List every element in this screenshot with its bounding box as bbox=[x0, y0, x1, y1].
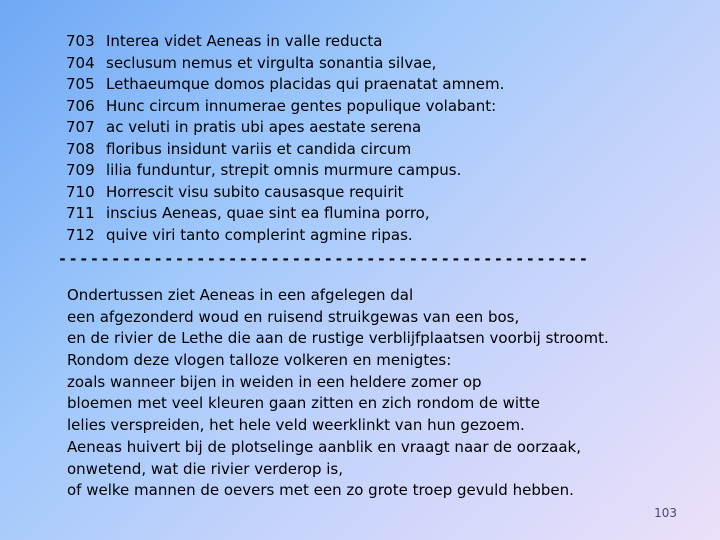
verse-text: lilia funduntur, strepit omnis murmure campus. bbox=[106, 161, 462, 179]
translation-line: Ondertussen ziet Aeneas in een afgelegen dal bbox=[67, 286, 414, 304]
verse-text: quive viri tanto complerint agmine ripas. bbox=[106, 225, 413, 244]
translation-line: onwetend, wat die rivier verderop is, bbox=[67, 459, 344, 478]
verse-text: Hunc circum innumerae gentes populique volabant: bbox=[106, 96, 497, 115]
verse-text: ac veluti in pratis ubi apes aestate serena bbox=[106, 118, 422, 136]
verse-text: Lethaeumque domos placidas qui praenatat amnem. bbox=[106, 75, 505, 93]
page-number: 103 bbox=[654, 506, 677, 520]
latin-verse-block bbox=[66, 31, 626, 246]
dutch-translation-block bbox=[67, 285, 667, 502]
verse-number: 705 bbox=[66, 75, 95, 93]
verse-line bbox=[66, 160, 626, 182]
translation-line: een afgezonderd woud en ruisend struikgewas van een bos, bbox=[67, 307, 520, 326]
translation-line: bloemen met veel kleuren gaan zitten en zich rondom de witte bbox=[67, 394, 540, 413]
verse-number: 703 bbox=[66, 32, 95, 50]
verse-text: Interea videt Aeneas in valle reducta bbox=[106, 32, 383, 50]
verse-text: Horrescit visu subito causasque requirit bbox=[106, 182, 404, 201]
verse-number: 707 bbox=[66, 118, 95, 136]
translation-line: of welke mannen de oevers met een zo grote troep gevuld hebben. bbox=[67, 481, 574, 500]
verse-line bbox=[66, 31, 626, 53]
translation-line: en de rivier de Lethe die aan de rustige verblijfplaatsen voorbij stroomt. bbox=[67, 329, 609, 348]
verse-number: 704 bbox=[66, 53, 95, 72]
translation-line: zoals wanneer bijen in weiden in een heldere zomer op bbox=[67, 372, 482, 391]
verse-number: 712 bbox=[66, 225, 95, 244]
translation-line: Rondom deze vlogen talloze volkeren en menigtes: bbox=[67, 351, 452, 370]
verse-number: 711 bbox=[66, 204, 95, 222]
verse-text: seclusum nemus et virgulta sonantia silvae, bbox=[106, 53, 437, 72]
verse-number: 706 bbox=[66, 96, 95, 115]
translation-line: lelies verspreiden, het hele veld weerklinkt van hun gezoem. bbox=[67, 416, 525, 435]
verse-line bbox=[66, 74, 626, 96]
verse-line bbox=[66, 139, 626, 161]
dashed-divider: -------------------------------------------------- bbox=[58, 250, 590, 268]
verse-text: inscius Aeneas, quae sint ea flumina porro, bbox=[106, 204, 430, 222]
verse-line bbox=[66, 117, 626, 139]
verse-number: 708 bbox=[66, 139, 95, 158]
verse-line bbox=[66, 225, 626, 247]
verse-line bbox=[66, 182, 626, 204]
verse-line bbox=[66, 203, 626, 225]
verse-number: 710 bbox=[66, 182, 95, 201]
verse-line bbox=[66, 53, 626, 75]
verse-number: 709 bbox=[66, 161, 95, 179]
verse-text: floribus insidunt variis et candida circum bbox=[106, 139, 412, 158]
translation-line: Aeneas huivert bij de plotselinge aanblik en vraagt naar de oorzaak, bbox=[67, 437, 582, 456]
verse-line bbox=[66, 96, 626, 118]
